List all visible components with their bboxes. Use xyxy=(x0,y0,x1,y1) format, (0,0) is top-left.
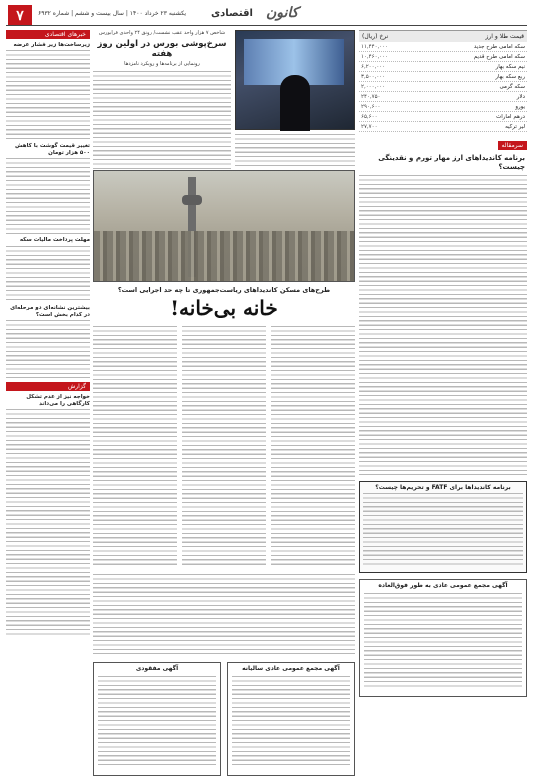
right-column xyxy=(359,30,527,697)
fatf-title: برنامه کاندیداها برای FATF و تحریم‌ها چیست؟ xyxy=(375,484,511,492)
newspaper-logo: کانون xyxy=(266,5,299,21)
news-band: خبرهای اقتصادی xyxy=(6,30,90,39)
market-body xyxy=(93,71,231,171)
price-row xyxy=(359,52,527,62)
ad-1-title: آگهی مجمع عمومی عادی به طور فوق‌العاده xyxy=(378,582,508,590)
price-item-name: ربع سکه بهار xyxy=(420,72,527,82)
editorial-title: برنامه کاندیداهای ارز مهار تورم و نقدینگی چیست؟ xyxy=(378,154,525,172)
trader-silhouette xyxy=(280,75,310,131)
housing-continued xyxy=(93,574,355,654)
price-item-name: سکه گرمی xyxy=(420,82,527,92)
market-article xyxy=(93,30,231,171)
newspaper-page xyxy=(6,4,527,776)
price-item-value: ۱۰,۴۶۰,۰۰۰ xyxy=(359,52,420,62)
price-item-name: درهم امارات xyxy=(420,112,527,122)
price-item-value: ۶,۲۰۰,۰۰۰ xyxy=(359,62,420,72)
price-row xyxy=(359,42,527,52)
price-item-value: ۲۹۰,۶۰۰ xyxy=(359,102,420,112)
news-body-2 xyxy=(6,158,90,234)
city-buildings xyxy=(94,231,354,281)
price-item-name: لیر ترکیه xyxy=(420,122,527,132)
price-row xyxy=(359,112,527,122)
middle-section xyxy=(93,30,355,776)
section-title: اقتصادی xyxy=(211,8,253,19)
price-item-value: ۶۵,۶۰۰ xyxy=(359,112,420,122)
ad-3-title: آگهی مفقودی xyxy=(135,665,179,672)
price-item-value: ۲۴۰,۷۵۰ xyxy=(359,92,420,102)
ad-1-body xyxy=(364,593,522,689)
price-item-name: سکه امامی طرح جدید xyxy=(420,42,527,52)
market-headline: سرخ‌پوشی بورس در اولین روز هفته xyxy=(97,39,227,59)
ad-notice-3 xyxy=(93,662,221,776)
price-table-unit: نرخ (ریال) xyxy=(362,33,389,40)
price-item-value: ۳,۵۰۰,۰۰۰ xyxy=(359,72,420,82)
news-title-5: خواجه نیز از عدم تشکل کارگاهی را می‌داند xyxy=(26,393,90,407)
page-header xyxy=(6,4,527,26)
housing-col-1 xyxy=(271,326,355,566)
price-row xyxy=(359,82,527,92)
news-body-1 xyxy=(6,50,90,140)
price-item-value: ۲۷,۷۰۰ xyxy=(359,122,420,132)
editorial-band: سرمقاله xyxy=(498,141,527,150)
housing-col-3 xyxy=(93,326,177,566)
news-title-1: زیرساخت‌ها زیر فشار عرضه xyxy=(13,42,90,48)
ad-notice-1 xyxy=(359,579,527,697)
report-band: گزارش xyxy=(6,382,90,391)
ad-notice-2 xyxy=(227,662,355,776)
price-table xyxy=(359,42,527,132)
news-title-2: تغییر قیمت گوشت با کاهش ۵۰۰ هزار تومان xyxy=(15,143,90,157)
price-item-name: سکه امامی طرح قدیم xyxy=(420,52,527,62)
price-row xyxy=(359,92,527,102)
housing-col-2 xyxy=(182,326,266,566)
price-row xyxy=(359,102,527,112)
price-item-name: یورو xyxy=(420,102,527,112)
page-number: ۷ xyxy=(8,5,32,25)
news-title-3: مهلت پرداخت مالیات سکه xyxy=(19,237,90,244)
price-item-value: ۲,۰۰۰,۰۰۰ xyxy=(359,82,420,92)
left-column xyxy=(6,30,90,637)
news-body-4 xyxy=(6,320,90,378)
market-subheadline: رونمایی از برنامه‌ها و رویکرد نامزدها xyxy=(124,61,200,67)
price-table-title: قیمت طلا و ارز xyxy=(485,33,524,40)
price-table-header xyxy=(359,30,527,42)
issue-date: یکشنبه ۲۳ خرداد ۱۴۰۰ | سال بیست و ششم | شماره ۶۹۳۲ xyxy=(38,10,187,17)
price-row xyxy=(359,72,527,82)
price-item-name: نیم سکه بهار xyxy=(420,62,527,72)
photo-caption xyxy=(235,134,355,166)
tehran-skyline-photo xyxy=(93,170,355,282)
price-row xyxy=(359,122,527,132)
stock-market-photo xyxy=(235,30,355,130)
ad-3-body xyxy=(98,676,216,768)
price-item-name: دلار xyxy=(420,92,527,102)
fatf-body xyxy=(363,493,523,567)
ad-2-title: آگهی مجمع عمومی عادی سالیانه xyxy=(242,665,340,672)
news-title-4: بیشترین نشانه‌ای دو مرحله‌ای در کدام بخش است؟ xyxy=(10,304,90,318)
news-body-5 xyxy=(6,409,90,637)
editorial-body xyxy=(359,175,527,475)
ad-2-body xyxy=(232,676,350,768)
price-item-value: ۱۱,۴۴۰,۰۰۰ xyxy=(359,42,420,52)
market-kicker: شاخص ۷ هزار واحد عقب نشست/ رونق ۲۴ واحدی فرابورس xyxy=(98,30,226,36)
fatf-box xyxy=(359,481,527,573)
housing-kicker: طرح‌های مسکن کاندیداهای ریاست‌جمهوری تا چه حد اجرایی است؟ xyxy=(117,286,331,294)
news-body-3 xyxy=(6,246,90,302)
housing-headline: خانه بی‌خانه! xyxy=(170,296,278,320)
price-row xyxy=(359,62,527,72)
